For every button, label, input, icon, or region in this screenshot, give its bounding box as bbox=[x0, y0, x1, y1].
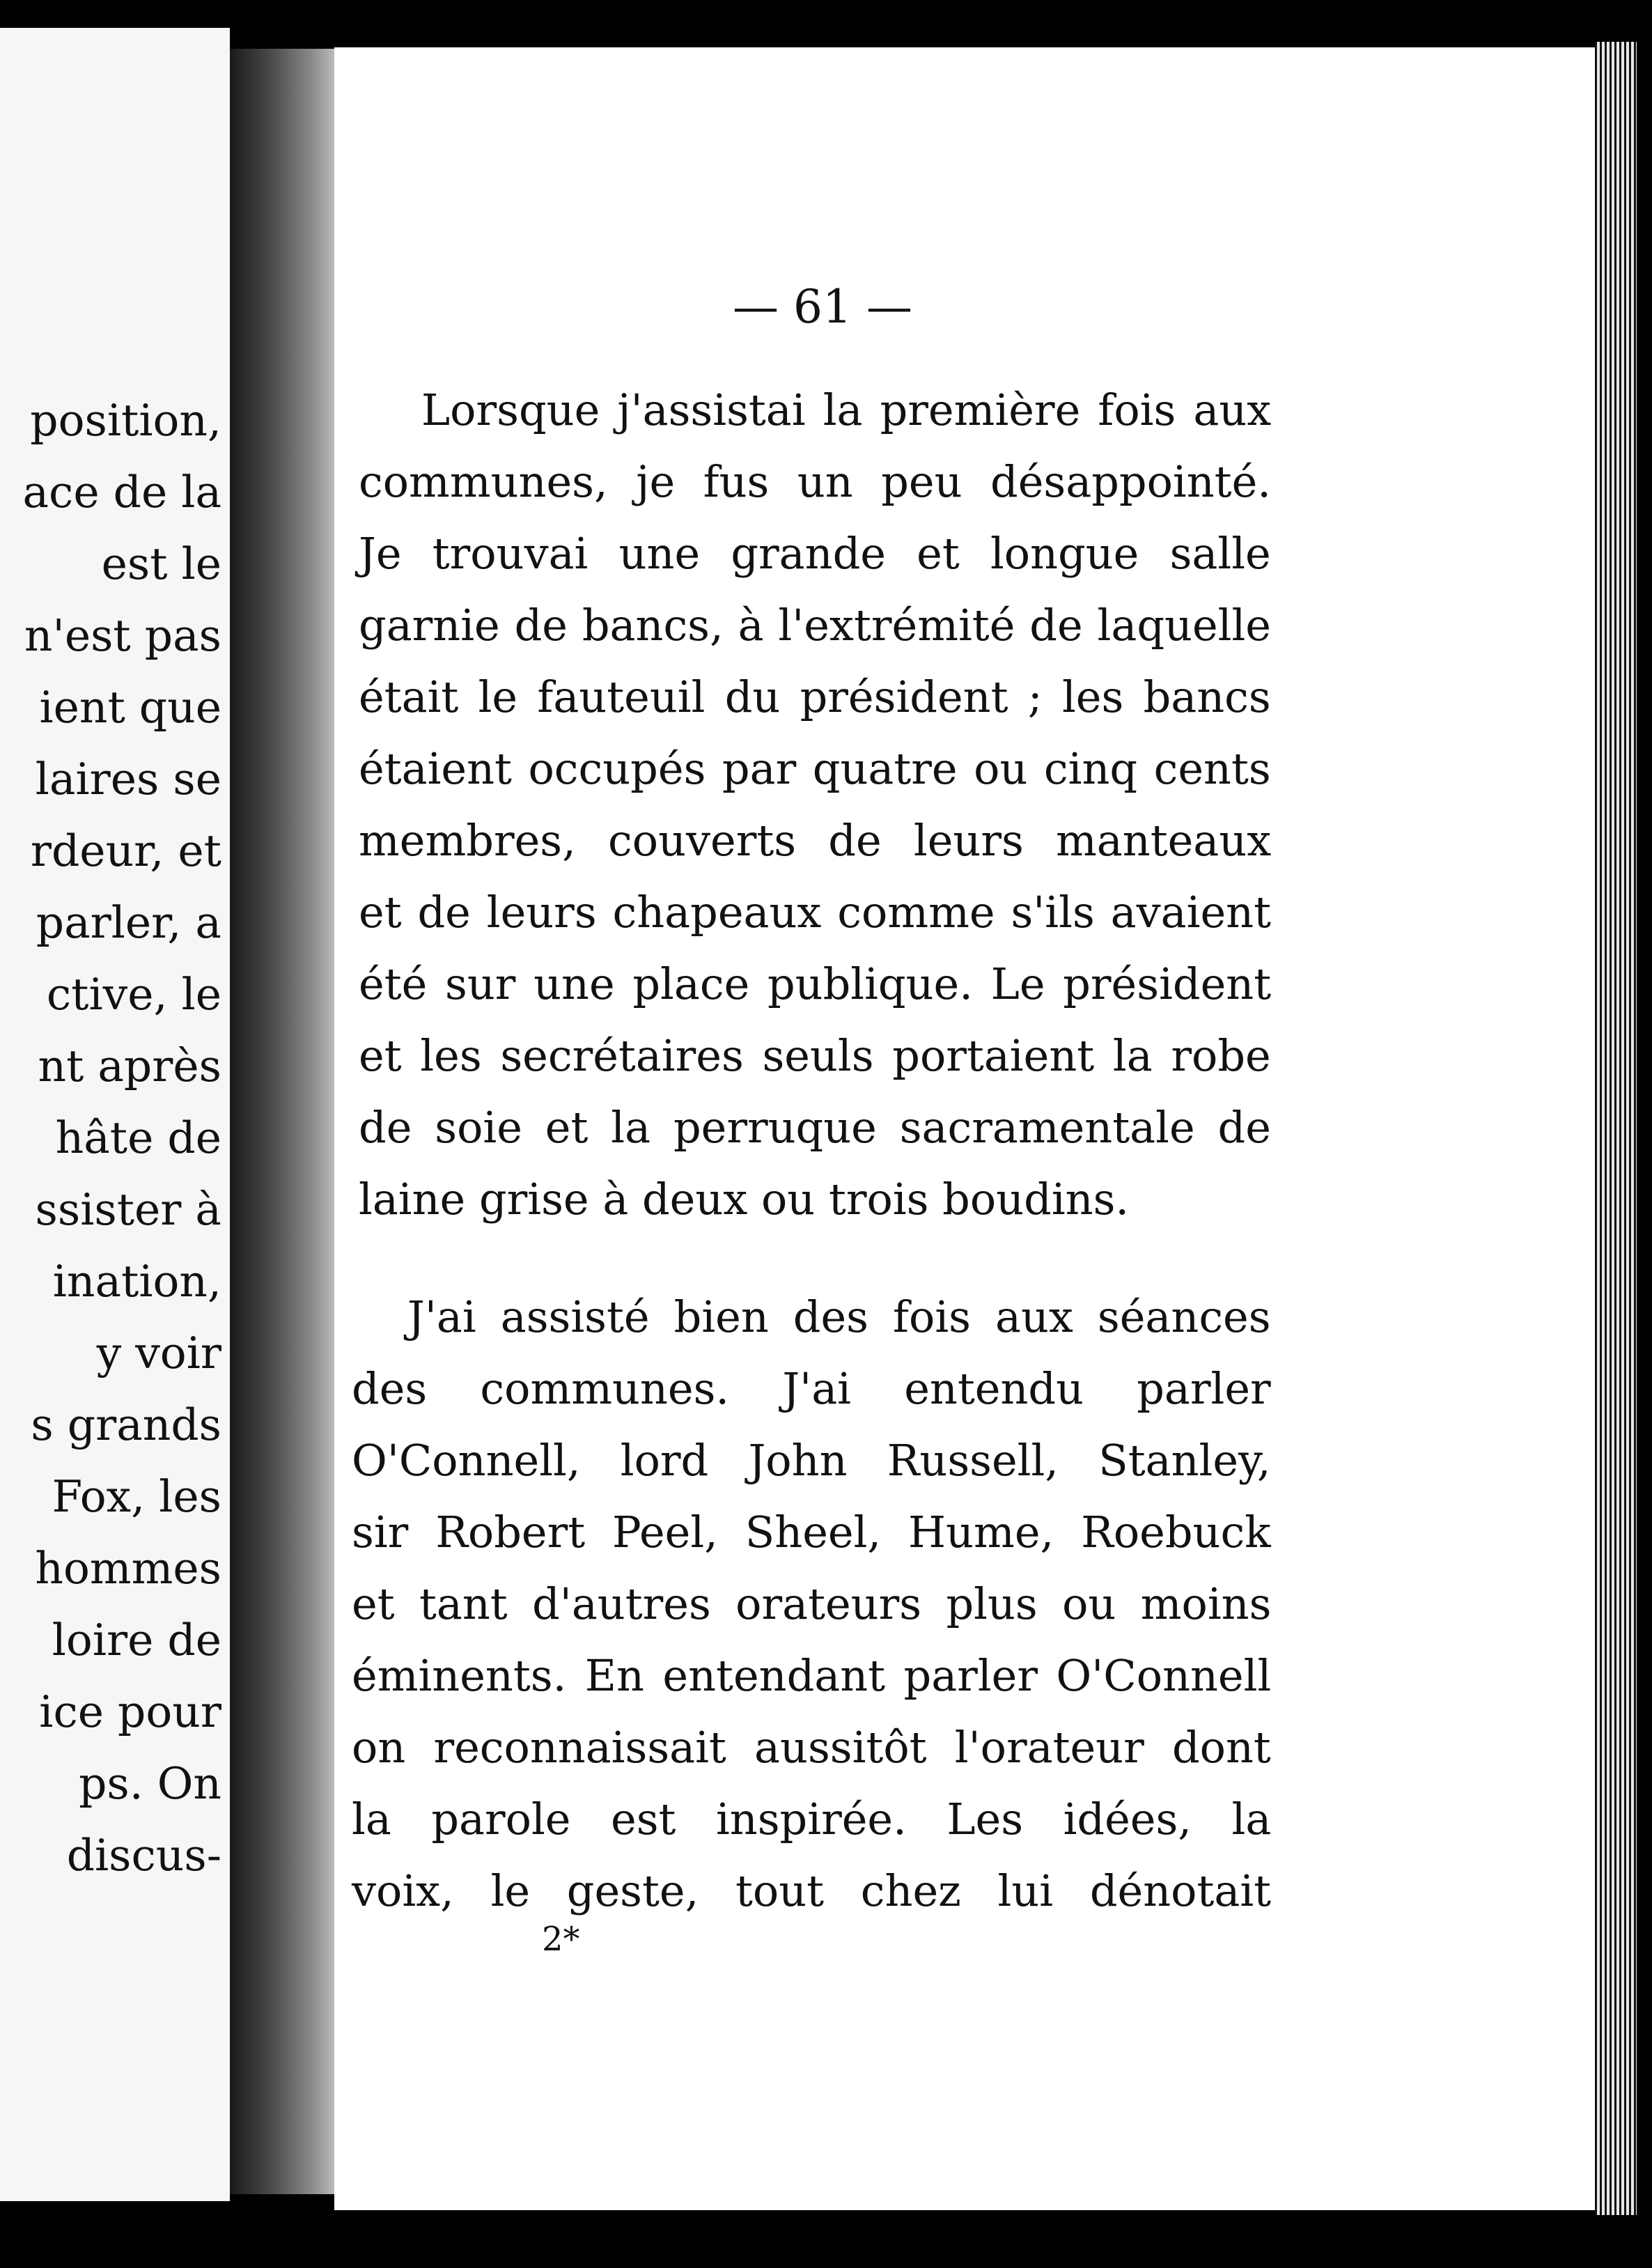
left-page-line: y voir bbox=[96, 1328, 221, 1378]
body-line: été sur une place publique. Le président bbox=[359, 958, 1272, 1009]
body-line: J'ai assisté bien des fois aux séances bbox=[407, 1291, 1271, 1342]
left-page-line: ient que bbox=[39, 682, 221, 733]
left-page-line: est le bbox=[101, 538, 221, 589]
left-page-line: ice pour bbox=[39, 1686, 221, 1737]
body-line: voix, le geste, tout chez lui dénotait bbox=[352, 1865, 1272, 1916]
printer-signature-mark: 2* bbox=[542, 1920, 580, 1959]
left-page-line: n'est pas bbox=[24, 610, 221, 661]
left-page-line: nt après bbox=[38, 1041, 221, 1092]
left-page-line: parler, a bbox=[36, 897, 221, 948]
facing-page-left bbox=[0, 28, 230, 2201]
body-line: de soie et la perruque sacramentale de bbox=[359, 1102, 1271, 1153]
left-page-line: loire de bbox=[52, 1615, 221, 1665]
left-page-line: position, bbox=[30, 395, 221, 446]
left-page-line: s grands bbox=[31, 1399, 221, 1450]
left-page-line: discus- bbox=[66, 1830, 221, 1881]
body-line: laine grise à deux ou trois boudins. bbox=[359, 1174, 1130, 1225]
body-line: des communes. J'ai entendu parler bbox=[352, 1363, 1271, 1414]
body-line: était le fauteuil du président ; les bancs bbox=[359, 671, 1271, 722]
body-line: étaient occupés par quatre ou cinq cents bbox=[359, 743, 1271, 794]
body-line: et de leurs chapeaux comme s'ils avaient bbox=[359, 887, 1271, 938]
body-line: et tant d'autres orateurs plus ou moins bbox=[352, 1578, 1272, 1629]
body-line: Lorsque j'assistai la première fois aux bbox=[421, 385, 1272, 435]
page-edge-stack bbox=[1595, 42, 1637, 2215]
left-page-line: ace de la bbox=[22, 467, 221, 518]
body-line: garnie de bancs, à l'extrémité de laquelle bbox=[359, 600, 1271, 651]
left-page-line: Fox, les bbox=[52, 1471, 221, 1522]
page-number: — 61 — bbox=[733, 280, 912, 334]
body-line: éminents. En entendant parler O'Connell bbox=[352, 1650, 1272, 1701]
body-line: sir Robert Peel, Sheel, Hume, Roebuck bbox=[352, 1507, 1271, 1558]
left-page-line: ctive, le bbox=[46, 969, 221, 1020]
left-page-line: ination, bbox=[52, 1256, 221, 1307]
body-line: membres, couverts de leurs manteaux bbox=[359, 815, 1272, 866]
book-gutter-shadow bbox=[230, 49, 348, 2194]
body-line: communes, je fus un peu désappointé. bbox=[359, 456, 1271, 507]
left-page-line: rdeur, et bbox=[30, 825, 221, 876]
left-page-line: hâte de bbox=[55, 1112, 221, 1163]
body-line: O'Connell, lord John Russell, Stanley, bbox=[352, 1435, 1271, 1486]
body-line: la parole est inspirée. Les idées, la bbox=[352, 1794, 1272, 1844]
body-line: on reconnaissait aussitôt l'orateur dont bbox=[352, 1722, 1271, 1773]
left-page-line: ps. On bbox=[79, 1758, 221, 1809]
left-page-line: hommes bbox=[35, 1543, 221, 1594]
body-line: et les secrétaires seuls portaient la robe bbox=[359, 1030, 1271, 1081]
body-line: Je trouvai une grande et longue salle bbox=[359, 528, 1271, 579]
left-page-line: ssister à bbox=[35, 1184, 221, 1235]
left-page-line: laires se bbox=[35, 754, 221, 805]
